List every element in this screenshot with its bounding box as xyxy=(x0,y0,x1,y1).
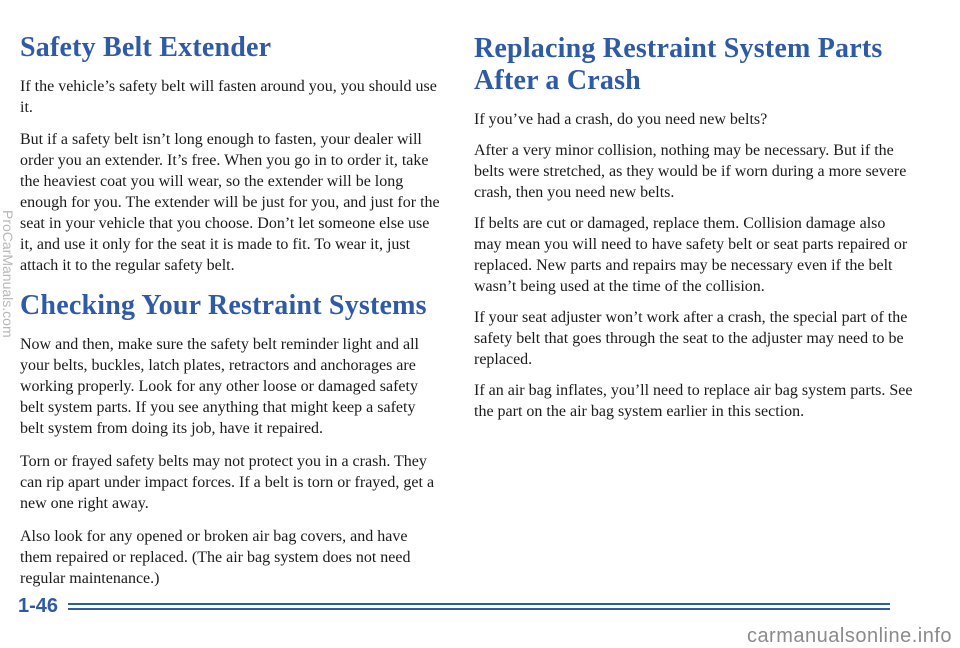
heading-checking-restraint-systems: Checking Your Restraint Systems xyxy=(20,290,427,321)
paragraph-air-bag-inflates: If an air bag inflates, you’ll need to replace air bag system parts. See the part on the air bag system earlier in this section. xyxy=(474,382,913,420)
paragraph-check-belts: Now and then, make sure the safety belt reminder light and all your belts, buckles, latch plates, retractors and anchorages are working properly. Look for any other loose or damaged safety belt system parts. If you see anything that might keep a safety belt system from doing its job, have it repaired. xyxy=(20,336,419,437)
paragraph-need-new-belts: If you’ve had a crash, do you need new belts? xyxy=(474,111,768,128)
heading-safety-belt-extender: Safety Belt Extender xyxy=(20,32,272,63)
paragraph-minor-collision: After a very minor collision, nothing may be necessary. But if the belts were stretched, as they would be if worn during a more severe crash, then you need new belts. xyxy=(474,142,907,201)
paragraph-extender-details: But if a safety belt isn’t long enough to fasten, your dealer will order you an extender. It’s free. When you go in to order it, take the heaviest coat you will wear, so the extender will be long enough for you. The extender will be just for you, and just for the seat in your vehicle that you choose. Don’t let someone else use it, and use it only for the seat it is made to fit. To wear it, just attach it to the regular safety belt. xyxy=(20,131,440,274)
footer-rule-top xyxy=(68,603,890,605)
heading-replacing-parts-after-crash: Replacing Restraint System Parts After a Crash xyxy=(474,33,883,96)
side-watermark-text: ProCarManuals.com xyxy=(0,210,16,338)
paragraph-seat-adjuster: If your seat adjuster won’t work after a crash, the special part of the safety belt that goes through the seat to the adjuster may need to be replaced. xyxy=(474,309,908,368)
bottom-watermark: carmanualsonline.info xyxy=(746,625,952,647)
left-column xyxy=(20,0,440,589)
page-footer xyxy=(18,593,890,619)
footer-rule-bottom xyxy=(68,608,890,610)
paragraph-cut-damaged-belts: If belts are cut or damaged, replace them. Collision damage also may mean you will need to have safety belt or seat parts repaired or replaced. New parts and repairs may be necessary even if the belt wasn’t being used at the time of the collision. xyxy=(474,215,908,295)
paragraph-air-bag-covers: Also look for any opened or broken air bag covers, and have them repaired or replaced. (The air bag system does not need regular maintenance.) xyxy=(20,528,411,587)
right-column xyxy=(474,0,914,422)
paragraph-extender-intro: If the vehicle’s safety belt will fasten around you, you should use it. xyxy=(20,78,437,116)
paragraph-torn-belts: Torn or frayed safety belts may not protect you in a crash. They can rip apart under impact forces. If a belt is torn or frayed, get a new one right away. xyxy=(20,453,435,512)
side-watermark xyxy=(2,210,18,630)
page-number: 1-46 xyxy=(18,595,59,617)
